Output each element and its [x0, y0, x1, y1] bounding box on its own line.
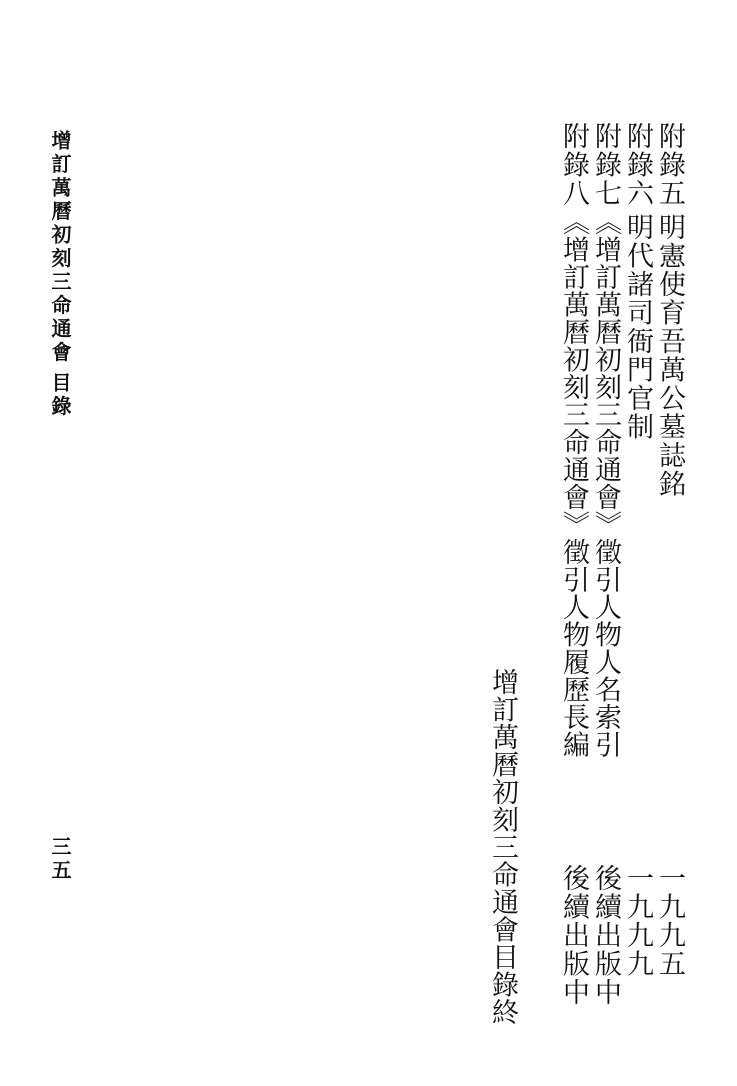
toc-end-note: 增訂萬曆初刻三命通會目錄終: [487, 668, 518, 1026]
toc-entry-3-title: 《增訂萬曆初刻三命通會》徵引人物人名索引: [590, 208, 621, 758]
toc-entry-2-title: 明代諸司衙門官制: [622, 213, 653, 441]
toc-entry-4-label: 附錄八: [558, 122, 589, 208]
running-header-section: 目錄: [48, 372, 72, 419]
toc-entry-1-label: 附錄五: [654, 122, 685, 208]
running-header-title: 增訂萬曆初刻三命通會: [48, 130, 72, 365]
toc-entry-3-label: 附錄七: [590, 122, 621, 208]
toc-entry-2-label: 附錄六: [622, 122, 653, 208]
toc-entry-4-title: 《增訂萬曆初刻三命通會》徵引人物履歷長編: [558, 208, 589, 758]
toc-entry-4-page: 後續出版中: [558, 864, 589, 1007]
page-number: 三五: [48, 836, 72, 883]
toc-entry-3-page: 後續出版中: [590, 864, 621, 1007]
toc-entry-1-page: 一九九五: [654, 864, 685, 978]
toc-entry-2-page: 一九九九: [622, 864, 653, 978]
toc-entry-1-title: 明憲使育吾萬公墓誌銘: [654, 213, 685, 498]
